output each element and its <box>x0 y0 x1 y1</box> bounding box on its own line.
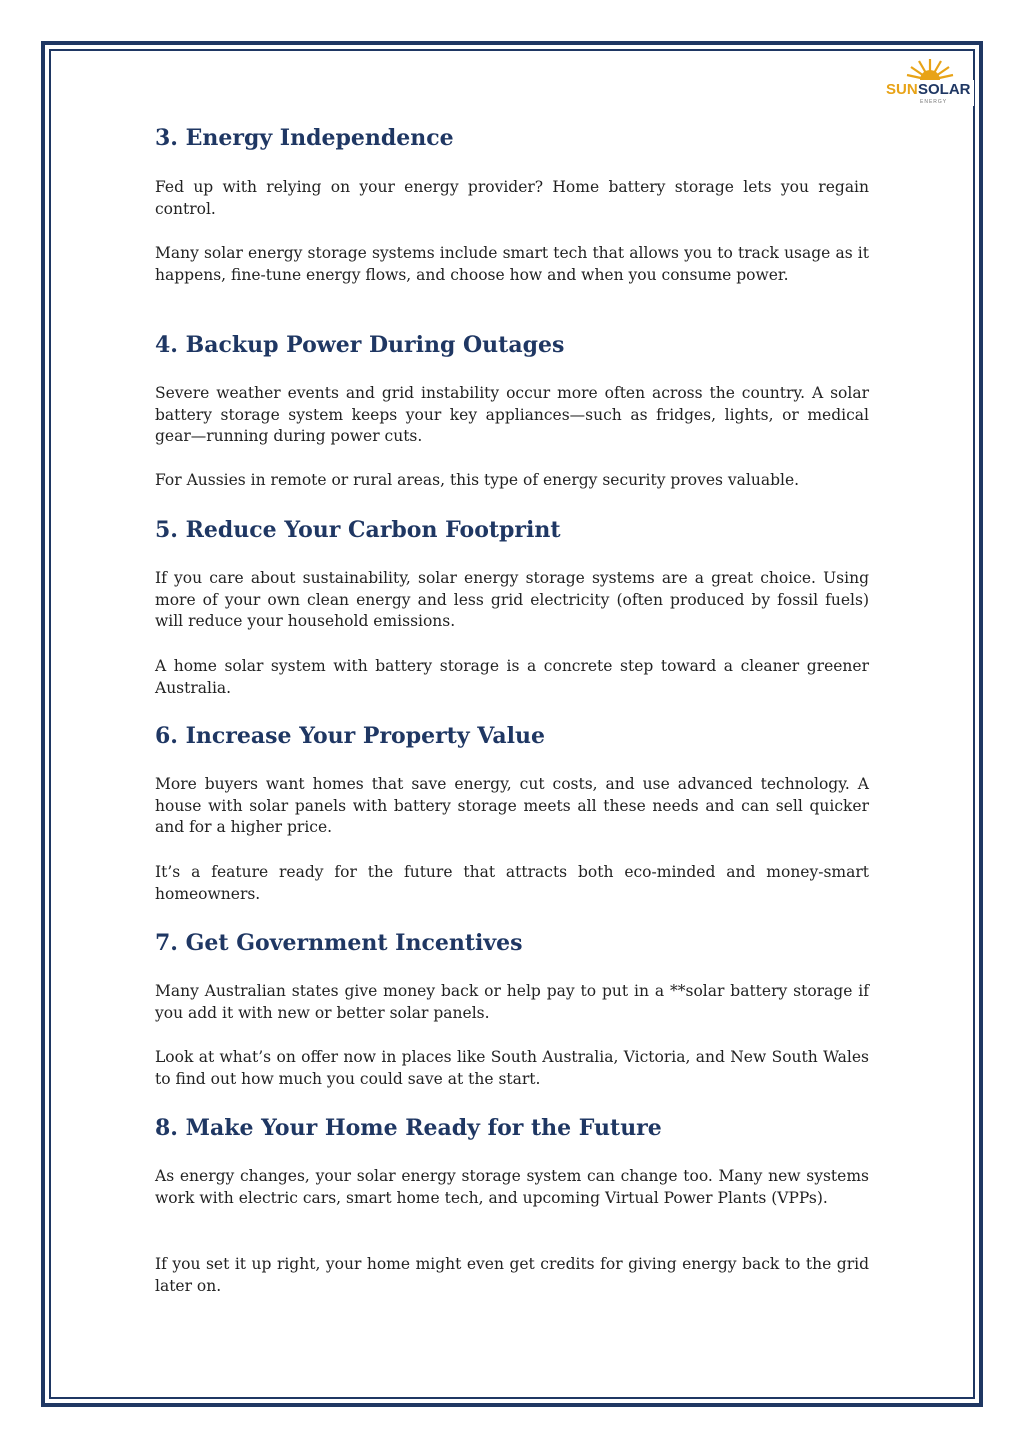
paragraph: Look at what’s on offer now in places like South Australia, Victoria, and New South Wales to find out how much you could save at the start. <box>155 1048 869 1088</box>
logo-sun-text: SUN <box>886 81 918 98</box>
paragraph: As energy changes, your solar energy storage system can change too. Many new systems work with electric cars, smart home tech, and upcoming Virtual Power Plants (VPPs). <box>155 1167 869 1207</box>
section-title-property-value: 6. Increase Your Property Value <box>155 723 545 749</box>
paragraph: If you care about sustainability, solar energy storage systems are a great choice. Using more of your own clean energy and less grid electricity (often produced by fossil fuels) will reduce your household emissions. <box>155 569 869 630</box>
section-title-backup-power: 4. Backup Power During Outages <box>155 332 565 358</box>
logo-tagline: ENERGY <box>920 99 948 105</box>
paragraph: If you set it up right, your home might even get credits for giving energy back to the grid later on. <box>155 1255 869 1295</box>
section-title-carbon-footprint: 5. Reduce Your Carbon Footprint <box>155 517 561 543</box>
paragraph: Many solar energy storage systems include smart tech that allows you to track usage as it happens, fine-tune energy flows, and choose how and when you consume power. <box>155 244 869 284</box>
section-title-energy-independence: 3. Energy Independence <box>155 125 454 151</box>
paragraph: A home solar system with battery storage is a concrete step toward a cleaner greener Australia. <box>155 657 869 697</box>
sunsolar-logo <box>884 56 974 106</box>
paragraph: More buyers want homes that save energy, cut costs, and use advanced technology. A house with solar panels with battery storage meets all these needs and can sell quicker and for a higher price. <box>155 775 869 836</box>
logo-solar-text: SOLAR <box>918 81 971 98</box>
paragraph: It’s a feature ready for the future that attracts both eco-minded and money-smart homeowners. <box>155 863 869 903</box>
paragraph: For Aussies in remote or rural areas, this type of energy security proves valuable. <box>155 471 800 489</box>
section-title-government-incentives: 7. Get Government Incentives <box>155 930 523 956</box>
paragraph: Many Australian states give money back or help pay to put in a **solar battery storage if you add it with new or better solar panels. <box>155 982 869 1022</box>
paragraph: Severe weather events and grid instability occur more often across the country. A solar battery storage system keeps your key appliances—such as fridges, lights, or medical gear—running during power cuts. <box>155 384 869 445</box>
paragraph: Fed up with relying on your energy provider? Home battery storage lets you regain control. <box>155 178 869 218</box>
section-title-future-ready: 8. Make Your Home Ready for the Future <box>155 1115 662 1141</box>
